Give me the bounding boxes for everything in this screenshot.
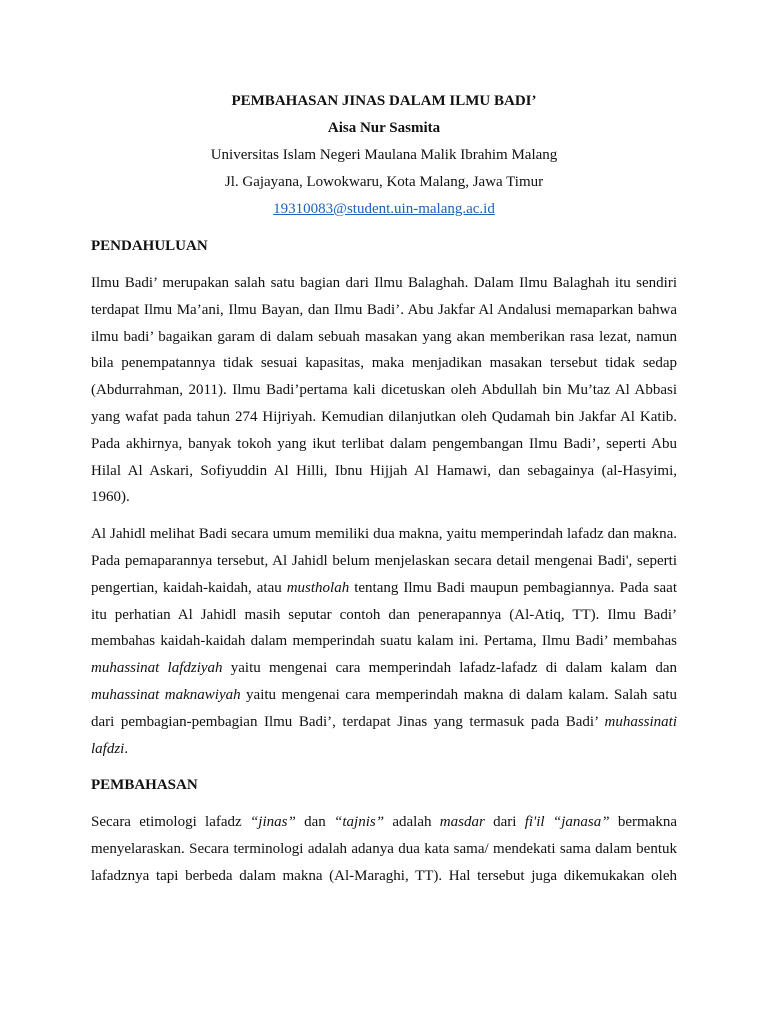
italic-term: muhassinati bbox=[604, 713, 677, 730]
paragraph-line bbox=[91, 682, 677, 709]
paragraph-line: lafadznya tapi berbeda dalam makna (Al-Maraghi, TT). Hal tersebut juga dikemukakan oleh bbox=[91, 867, 677, 884]
paragraph-line: bila penempatannya tidak sesuai kapasitas, maka menjadikan masakan tersebut tidak sedap bbox=[91, 355, 677, 372]
text-run: Secara etimologi lafadz bbox=[91, 814, 250, 831]
text-run: tentang Ilmu Badi maupun pembagiannya. Pada saat bbox=[349, 579, 677, 596]
paragraph-line: itu perhatian Al Jahidl masih seputar contoh dan penerapannya (Al-Atiq, TT). Ilmu Badi’ bbox=[91, 606, 677, 623]
document-page bbox=[91, 88, 677, 890]
paragraph-line: (Abdurrahman, 2011). Ilmu Badi’pertama kali dicetuskan oleh Abdullah bin Mu’taz Al Abbasi bbox=[91, 382, 677, 399]
italic-term: “jinas” bbox=[249, 814, 296, 831]
paragraph-line: Pada akhirnya, banyak tokoh yang ikut terlibat dalam pengembangan Ilmu Badi’, seperti Abu bbox=[91, 435, 677, 452]
paragraph-line: 1960). bbox=[91, 489, 130, 506]
paragraph-intro-2 bbox=[91, 521, 677, 762]
paragraph-line: ilmu badi’ bagaikan garam di dalam sebuah masakan yang akan memberikan rasa lezat, namun bbox=[91, 328, 677, 345]
italic-term: lafdzi bbox=[91, 740, 125, 757]
paragraph-line bbox=[91, 575, 677, 602]
paragraph-line bbox=[91, 809, 677, 836]
paragraph-line: membahas kaidah-kaidah dalam memperindah suatu kalam ini. Pertama, Ilmu Badi’ membahas bbox=[91, 633, 677, 650]
text-run: adalah bbox=[384, 814, 440, 831]
text-run: dari pembagian-pembagian Ilmu Badi’, terdapat Jinas yang termasuk pada Badi’ bbox=[91, 713, 605, 730]
paragraph-line: terdapat Ilmu Ma’ani, Ilmu Bayan, dan Ilmu Badi’. Abu Jakfar Al Andalusi memaparkan bahwa bbox=[91, 301, 677, 318]
author-affiliation: Universitas Islam Negeri Maulana Malik Ibrahim Malang bbox=[210, 147, 558, 163]
paragraph-discussion-1 bbox=[91, 809, 677, 889]
italic-term: mustholah bbox=[286, 579, 350, 596]
section-heading-pendahuluan: PENDAHULUAN bbox=[91, 238, 208, 254]
text-run: dan bbox=[295, 814, 335, 831]
text-run: yaitu mengenai cara memperindah lafadz-lafadz di dalam kalam dan bbox=[222, 660, 677, 677]
section-heading-pembahasan: PEMBAHASAN bbox=[91, 777, 198, 794]
italic-term: fi'il “janasa” bbox=[524, 814, 610, 831]
paragraph-line bbox=[91, 736, 677, 763]
text-run: dari bbox=[484, 814, 525, 831]
paragraph-intro-1 bbox=[91, 270, 677, 511]
paragraph-line: menyelaraskan. Secara terminologi adalah adanya dua kata sama/ mendekati sama dalam bentuk bbox=[91, 841, 677, 858]
text-run: yaitu mengenai cara memperindah makna di dalam kalam. Salah satu bbox=[240, 686, 677, 703]
paragraph-line: Hilal Al Askari, Sofiyuddin Al Hilli, Ibnu Hijjah Al Hamawi, dan sebagainya (al-Hasyimi, bbox=[91, 462, 677, 479]
paragraph-line: Pada pemaparannya tersebut, Al Jahidl belum menjelaskan secara detail mengenai Badi', seperti bbox=[91, 552, 677, 569]
text-run: . bbox=[124, 740, 129, 757]
italic-term: muhassinat maknawiyah bbox=[91, 686, 241, 703]
paragraph-line bbox=[91, 655, 677, 682]
author-email-link[interactable]: 19310083@student.uin-malang.ac.id bbox=[273, 201, 495, 217]
author-address: Jl. Gajayana, Lowokwaru, Kota Malang, Jawa Timur bbox=[224, 174, 544, 190]
author-name: Aisa Nur Sasmita bbox=[327, 120, 441, 136]
paragraph-line: Ilmu Badi’ merupakan salah satu bagian dari Ilmu Balaghah. Dalam Ilmu Balaghah itu sendiri bbox=[91, 275, 677, 291]
paragraph-line: Al Jahidl melihat Badi secara umum memiliki dua makna, yaitu memperindah lafadz dan makna. bbox=[91, 526, 677, 543]
text-run: pengertian, kaidah-kaidah, atau bbox=[91, 579, 287, 596]
paper-header bbox=[91, 88, 677, 223]
italic-term: masdar bbox=[439, 814, 485, 831]
italic-term: muhassinat lafdziyah bbox=[91, 660, 223, 677]
paper-title: PEMBAHASAN JINAS DALAM ILMU BADI’ bbox=[231, 93, 537, 109]
paragraph-line: yang wafat pada tahun 274 Hijriyah. Kemudian dilanjutkan oleh Qudamah bin Jakfar Al Katib. bbox=[91, 408, 677, 425]
text-run: bermakna bbox=[609, 814, 677, 831]
italic-term: “tajnis” bbox=[334, 814, 385, 831]
paragraph-line bbox=[91, 709, 677, 736]
